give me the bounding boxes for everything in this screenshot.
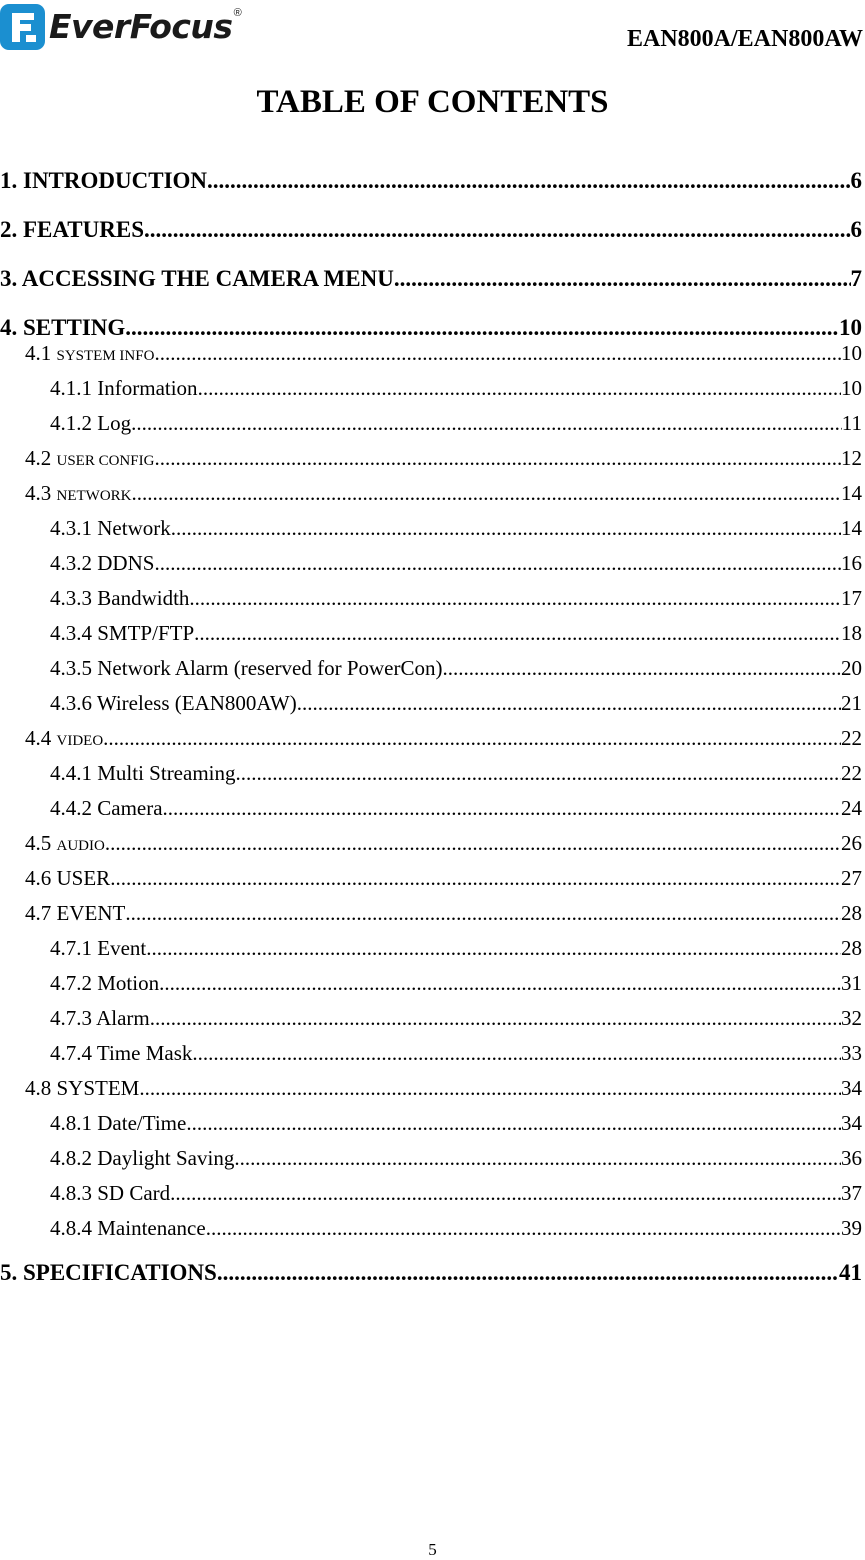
toc-entry-label: 4.7.2 Motion [50, 971, 160, 995]
toc-leader-dots [236, 761, 842, 786]
toc-entry-multi-streaming[interactable] [50, 761, 862, 786]
toc-entry-page: 39 [841, 1216, 862, 1240]
toc-entry-network-section[interactable] [25, 481, 862, 506]
toc-entry-label: 4.3 NETWORK [25, 481, 132, 505]
toc-entry-page: 16 [841, 551, 862, 575]
toc-title: TABLE OF CONTENTS [256, 84, 609, 120]
toc-entry-page: 34 [841, 1111, 862, 1135]
toc-entry-label: 4.3.1 Network [50, 516, 171, 540]
toc-entry-page: 21 [841, 691, 862, 715]
toc-entry-page: 10 [841, 376, 862, 400]
toc-entry-label: 4.1 SYSTEM INFO [25, 341, 155, 365]
toc-leader-dots [297, 691, 841, 716]
toc-entry-label: 4.6 USER [25, 866, 111, 890]
toc-entry-accessing-camera-menu[interactable] [0, 266, 862, 292]
toc-leader-dots [125, 315, 839, 341]
toc-entry-page: 11 [841, 411, 862, 435]
toc-entry-label: 4.7.4 Time Mask [50, 1041, 193, 1065]
toc-entry-label: 4.3.2 DDNS [50, 551, 155, 575]
toc-entry-label: 4.8 SYSTEM [25, 1076, 140, 1100]
toc-leader-dots [206, 1216, 841, 1241]
toc-entry-page: 14 [841, 516, 862, 540]
toc-leader-dots [192, 1041, 841, 1066]
toc-entry-label: 1. INTRODUCTION [0, 168, 208, 193]
toc-entry-information[interactable] [50, 376, 862, 401]
logo-wordmark: EverFocus [49, 7, 233, 46]
toc-entry-page: 22 [841, 726, 862, 750]
toc-entry-label: 4.8.2 Daylight Saving [50, 1146, 235, 1170]
toc-entry-page: 12 [841, 446, 862, 470]
toc-leader-dots [194, 621, 841, 646]
toc-entry-label: 4.7.3 Alarm [50, 1006, 150, 1030]
toc-leader-dots [171, 516, 841, 541]
toc-entry-label: 4.4.1 Multi Streaming [50, 761, 236, 785]
toc-entry-label: 4.2 USER CONFIG [25, 446, 155, 470]
toc-entry-audio[interactable] [25, 831, 862, 856]
toc-leader-dots [207, 168, 850, 194]
toc-leader-dots [154, 446, 841, 471]
toc-leader-dots [217, 1260, 839, 1286]
toc-leader-dots [154, 551, 841, 576]
toc-entry-label: 4.7.1 Event [50, 936, 147, 960]
toc-leader-dots [125, 901, 841, 926]
toc-leader-dots [159, 971, 841, 996]
toc-entry-camera[interactable] [50, 796, 862, 821]
toc-leader-dots [394, 266, 851, 292]
toc-leader-dots [442, 656, 841, 681]
toc-entry-user[interactable] [25, 866, 862, 891]
toc-entry-wireless[interactable] [50, 691, 862, 716]
toc-entry-page: 36 [841, 1146, 862, 1170]
toc-entry-bandwidth[interactable] [50, 586, 862, 611]
toc-entry-event-section[interactable] [25, 901, 862, 926]
toc-leader-dots [131, 411, 842, 436]
toc-entry-page: 34 [841, 1076, 862, 1100]
toc-entry-label: 4.3.3 Bandwidth [50, 586, 190, 610]
toc-entry-page: 32 [841, 1006, 862, 1030]
toc-entry-page: 10 [839, 315, 862, 340]
toc-entry-page: 18 [841, 621, 862, 645]
toc-entry-page: 10 [841, 341, 862, 365]
toc-entry-label: 4.8.4 Maintenance [50, 1216, 206, 1240]
toc-entry-label: 4.4 VIDEO [25, 726, 104, 750]
everfocus-logo-mark-icon [0, 4, 45, 50]
toc-entry-page: 14 [841, 481, 862, 505]
toc-leader-dots [186, 1111, 841, 1136]
toc-entry-label: 4.8.3 SD Card [50, 1181, 171, 1205]
toc-leader-dots [154, 341, 841, 366]
toc-entry-motion[interactable] [50, 971, 862, 996]
toc-leader-dots [163, 796, 841, 821]
toc-entry-alarm[interactable] [50, 1006, 862, 1031]
toc-entry-log[interactable] [50, 411, 862, 436]
toc-leader-dots [150, 1006, 841, 1031]
toc-entry-page: 22 [841, 761, 862, 785]
toc-leader-dots [146, 936, 841, 961]
toc-entry-page: 6 [850, 168, 862, 193]
toc-entry-maintenance[interactable] [50, 1216, 862, 1241]
toc-entry-page: 28 [841, 936, 862, 960]
toc-entry-page: 6 [850, 217, 862, 242]
toc-entry-video[interactable] [25, 726, 862, 751]
toc-leader-dots [170, 1181, 841, 1206]
toc-entry-page: 7 [850, 266, 862, 291]
toc-leader-dots [198, 376, 841, 401]
toc-entry-label: 4.1.2 Log [50, 411, 132, 435]
toc-entry-page: 28 [841, 901, 862, 925]
toc-entry-time-mask[interactable] [50, 1041, 862, 1066]
toc-leader-dots [105, 831, 841, 856]
toc-entry-label: 4.3.6 Wireless (EAN800AW) [50, 691, 297, 715]
toc-entry-label: 4.4.2 Camera [50, 796, 163, 820]
toc-entry-specifications[interactable] [0, 1260, 862, 1286]
toc-entry-label: 5. SPECIFICATIONS [0, 1260, 217, 1285]
toc-entry-label: 4.5 AUDIO [25, 831, 105, 855]
toc-entry-label: 4.8.1 Date/Time [50, 1111, 187, 1135]
toc-entry-sd-card[interactable] [50, 1181, 862, 1206]
everfocus-logo [0, 2, 242, 52]
page-number: 5 [428, 1540, 437, 1559]
toc-entry-label: 4.1.1 Information [50, 376, 198, 400]
toc-entry-page: 17 [841, 586, 862, 610]
toc-entry-ddns[interactable] [50, 551, 862, 576]
toc-entry-label: 4.3.4 SMTP/FTP [50, 621, 195, 645]
model-number: EAN800A/EAN800AW [626, 26, 863, 52]
toc-leader-dots [189, 586, 841, 611]
toc-entry-label: 4.7 EVENT [25, 901, 126, 925]
toc-entry-network-alarm[interactable] [50, 656, 862, 681]
toc-entry-page: 27 [841, 866, 862, 890]
toc-entry-network[interactable] [50, 516, 862, 541]
toc-leader-dots [132, 481, 842, 506]
toc-leader-dots [139, 1076, 841, 1101]
toc-entry-page: 20 [841, 656, 862, 680]
toc-entry-page: 33 [841, 1041, 862, 1065]
toc-leader-dots [103, 726, 841, 751]
toc-leader-dots [110, 866, 841, 891]
toc-entry-page: 37 [841, 1181, 862, 1205]
toc-entry-label: 3. ACCESSING THE CAMERA MENU [0, 266, 394, 291]
toc-entry-user-config[interactable] [25, 446, 862, 471]
toc-entry-page: 41 [839, 1260, 862, 1285]
logo-registered-mark: ® [233, 7, 242, 19]
toc-entry-page: 31 [841, 971, 862, 995]
toc-entry-date-time[interactable] [50, 1111, 862, 1136]
toc-entry-daylight-saving[interactable] [50, 1146, 862, 1171]
toc-leader-dots [234, 1146, 841, 1171]
toc-entry-smtp-ftp[interactable] [50, 621, 862, 646]
toc-entry-event[interactable] [50, 936, 862, 961]
toc-entry-system-info[interactable] [25, 341, 862, 366]
toc-entry-page: 24 [841, 796, 862, 820]
toc-entry-introduction[interactable] [0, 168, 862, 194]
toc-entry-label: 2. FEATURES [0, 217, 144, 242]
toc-entry-page: 26 [841, 831, 862, 855]
toc-entry-features[interactable] [0, 217, 862, 243]
toc-entry-setting[interactable] [0, 315, 862, 341]
toc-entry-label: 4. SETTING [0, 315, 126, 340]
toc-leader-dots [144, 217, 851, 243]
toc-entry-system[interactable] [25, 1076, 862, 1101]
toc-entry-label: 4.3.5 Network Alarm (reserved for PowerCon) [50, 656, 443, 680]
